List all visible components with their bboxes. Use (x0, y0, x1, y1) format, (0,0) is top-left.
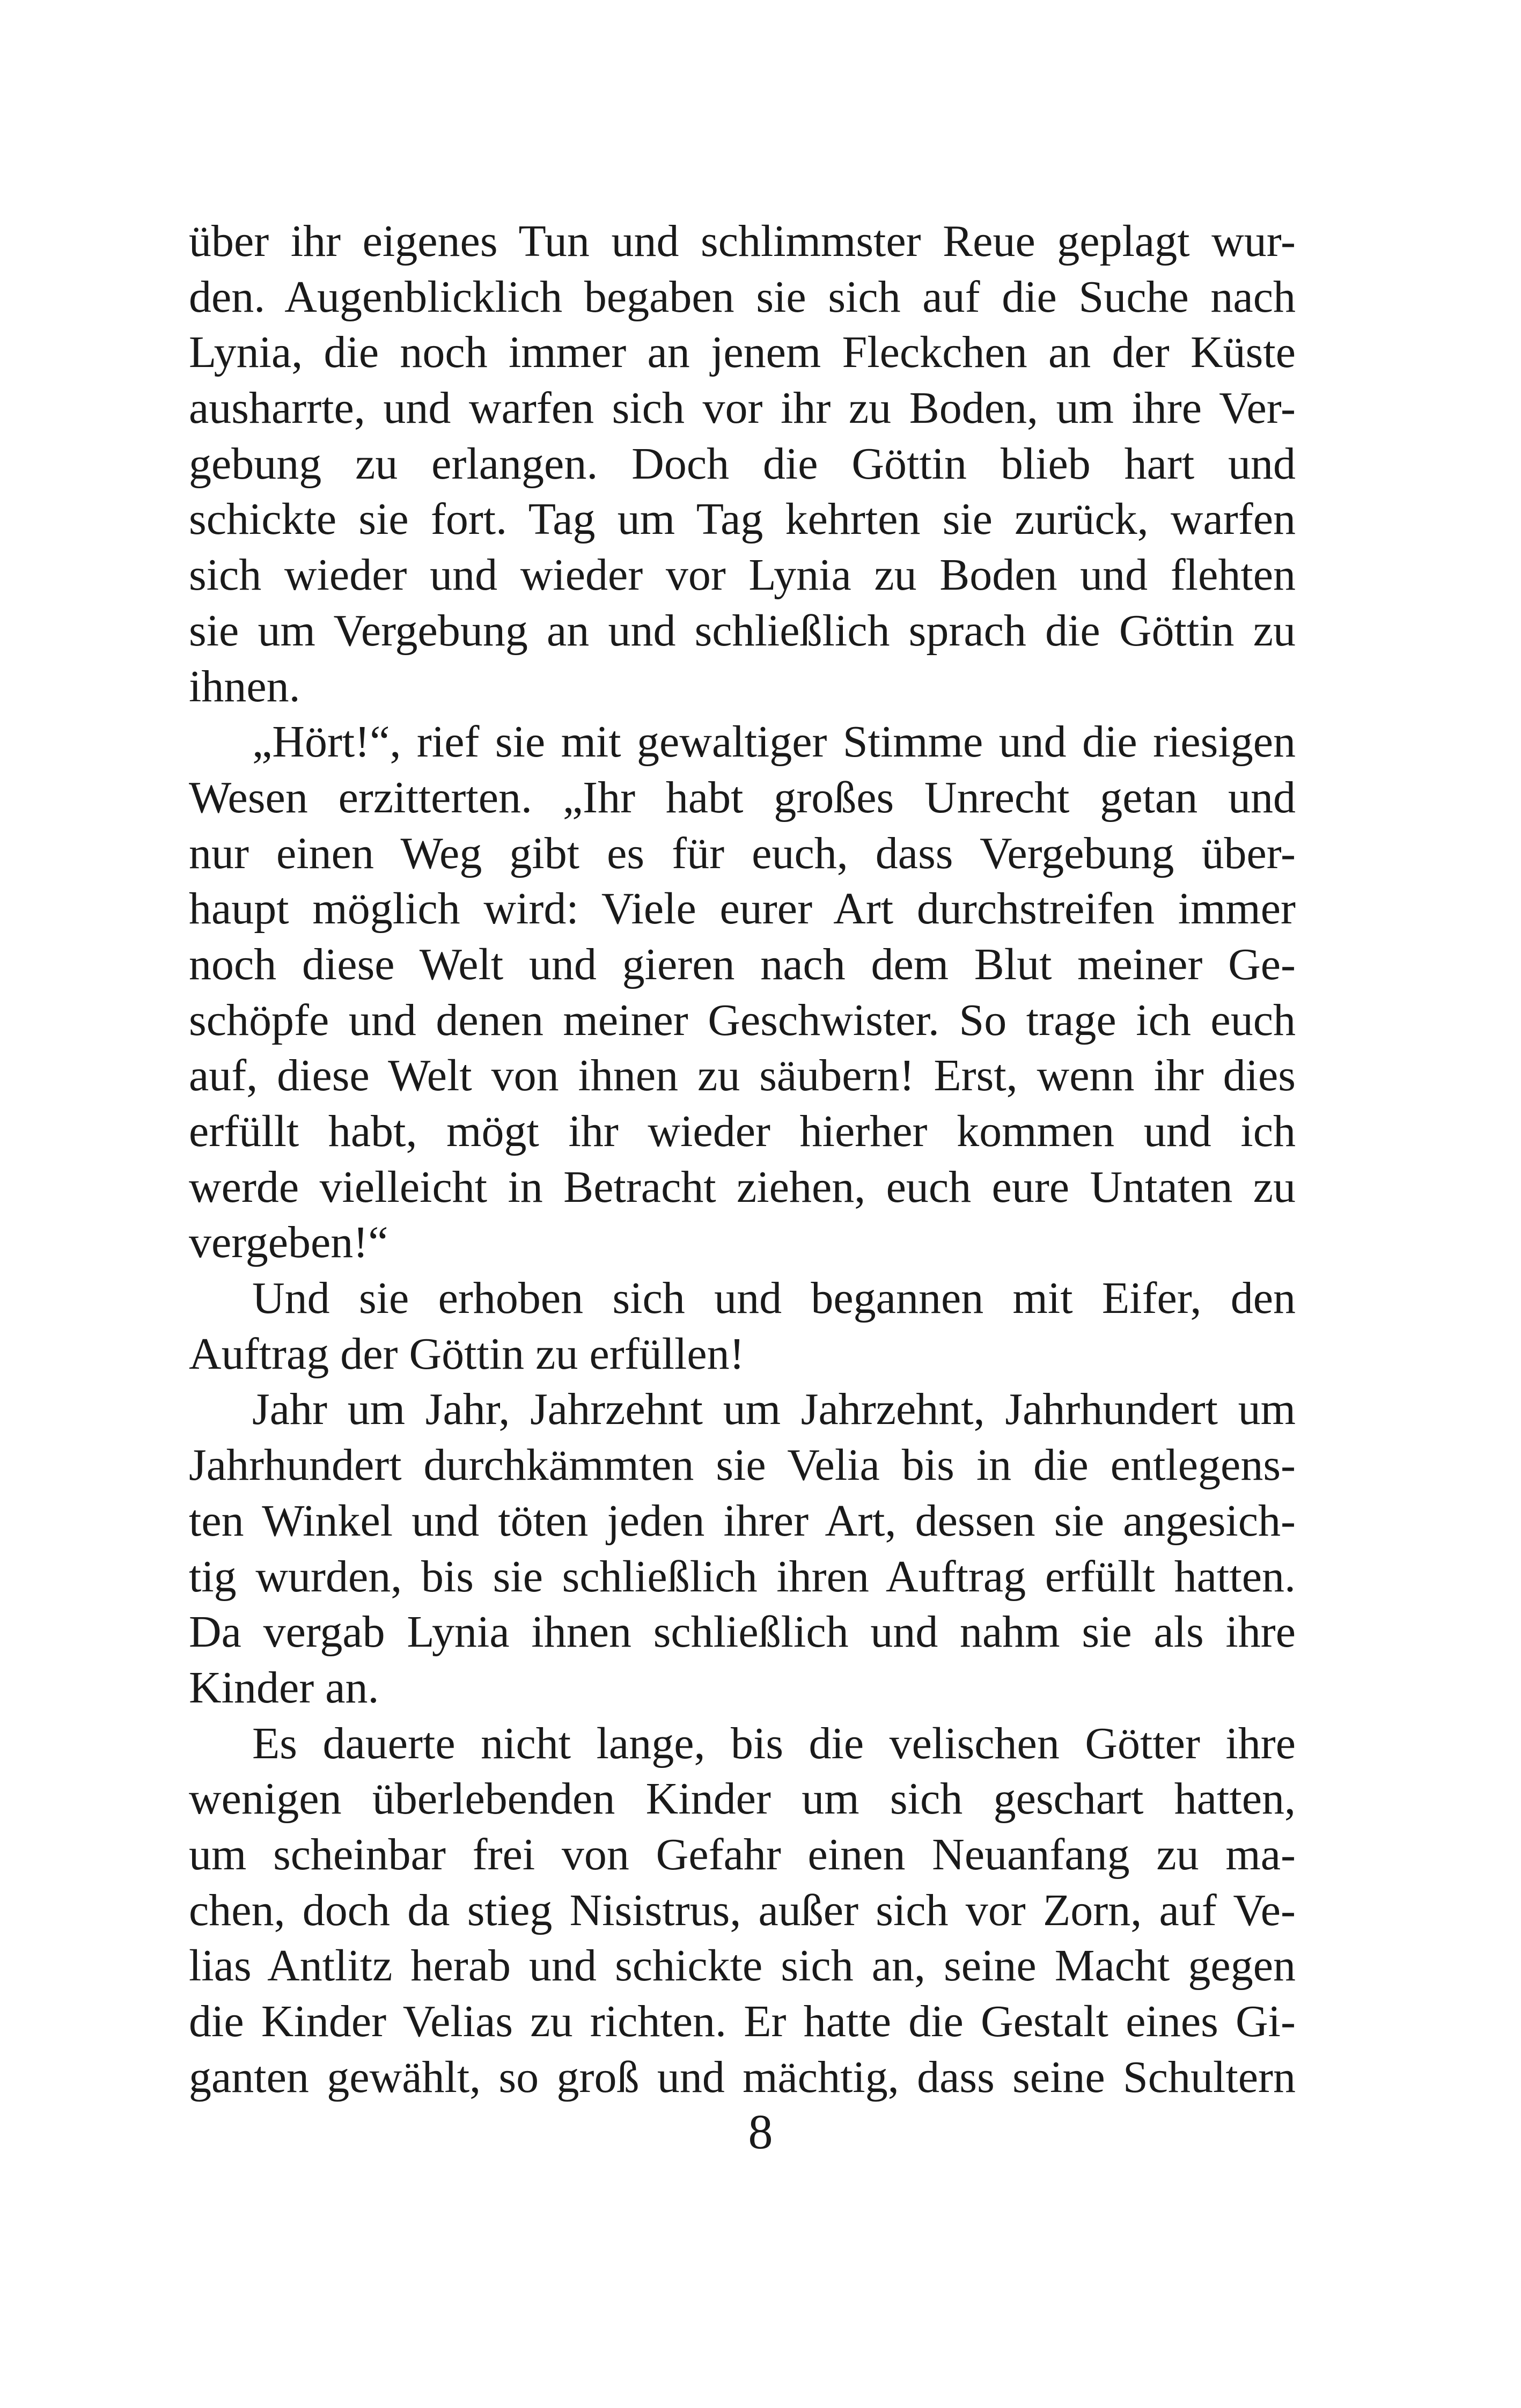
text-line: wenigen überlebenden Kinder um sich geschart hatten, (189, 1774, 1296, 1824)
text-line: ausharrte, und warfen sich vor ihr zu Boden, um ihre Ver- (189, 383, 1296, 434)
text-line: Wesen erzitterten. „Ihr habt großes Unrecht getan und (189, 772, 1296, 823)
text-line: Jahrhundert durchkämmten sie Velia bis in die entlegens- (189, 1440, 1296, 1491)
text-line: ganten gewählt, so groß und mächtig, dass seine Schultern (189, 2052, 1296, 2102)
text-line: „Hört!“, rief sie mit gewaltiger Stimme und die riesigen (252, 717, 1296, 767)
text-line: Und sie erhoben sich und begannen mit Eifer, den (252, 1273, 1296, 1324)
text-line: erfüllt habt, mögt ihr wieder hierher kommen und ich (189, 1106, 1296, 1156)
text-line: über ihr eigenes Tun und schlimmster Reue geplagt wur- (189, 216, 1296, 266)
text-line: nur einen Weg gibt es für euch, dass Vergebung über- (189, 828, 1296, 878)
text-line: Da vergab Lynia ihnen schließlich und nahm sie als ihre (189, 1607, 1296, 1657)
text-line: Jahr um Jahr, Jahrzehnt um Jahrzehnt, Jahrhundert um (252, 1384, 1296, 1435)
text-line: vergeben!“ (189, 1217, 388, 1268)
text-line: ten Winkel und töten jeden ihrer Art, dessen sie angesich- (189, 1495, 1296, 1546)
text-line: die Kinder Velias zu richten. Er hatte die Gestalt eines Gi- (189, 1996, 1296, 2046)
text-line: haupt möglich wird: Viele eurer Art durchstreifen immer (189, 884, 1296, 934)
text-line: schickte sie fort. Tag um Tag kehrten sie zurück, warfen (189, 494, 1296, 545)
text-line: ihnen. (189, 661, 300, 711)
text-line: den. Augenblicklich begaben sie sich auf die Suche nach (189, 271, 1296, 322)
text-line: Es dauerte nicht lange, bis die velischen Götter ihre (252, 1718, 1296, 1768)
text-line: Kinder an. (189, 1662, 379, 1713)
text-line: gebung zu erlangen. Doch die Göttin blieb hart und (189, 438, 1296, 489)
page-number: 8 (748, 2104, 773, 2159)
text-line: auf, diese Welt von ihnen zu säubern! Erst, wenn ihr dies (189, 1051, 1296, 1101)
text-line: werde vielleicht in Betracht ziehen, euch eure Untaten zu (189, 1162, 1296, 1212)
text-line: tig wurden, bis sie schließlich ihren Auftrag erfüllt hatten. (189, 1551, 1296, 1602)
text-line: noch diese Welt und gieren nach dem Blut meiner Ge- (189, 939, 1296, 989)
body-text (189, 214, 1296, 2105)
text-line: chen, doch da stieg Nisistrus, außer sich vor Zorn, auf Ve- (189, 1885, 1296, 1935)
text-line: Auftrag der Göttin zu erfüllen! (189, 1328, 745, 1379)
text-line: Lynia, die noch immer an jenem Fleckchen an der Küste (189, 327, 1296, 378)
text-line: sie um Vergebung an und schließlich sprach die Göttin zu (189, 605, 1296, 656)
text-line: sich wieder und wieder vor Lynia zu Boden und flehten (189, 550, 1296, 600)
text-line: um scheinbar frei von Gefahr einen Neuanfang zu ma- (189, 1829, 1296, 1880)
text-line: lias Antlitz herab und schickte sich an, seine Macht gegen (189, 1941, 1296, 1991)
text-line: schöpfe und denen meiner Geschwister. So trage ich euch (189, 995, 1296, 1045)
